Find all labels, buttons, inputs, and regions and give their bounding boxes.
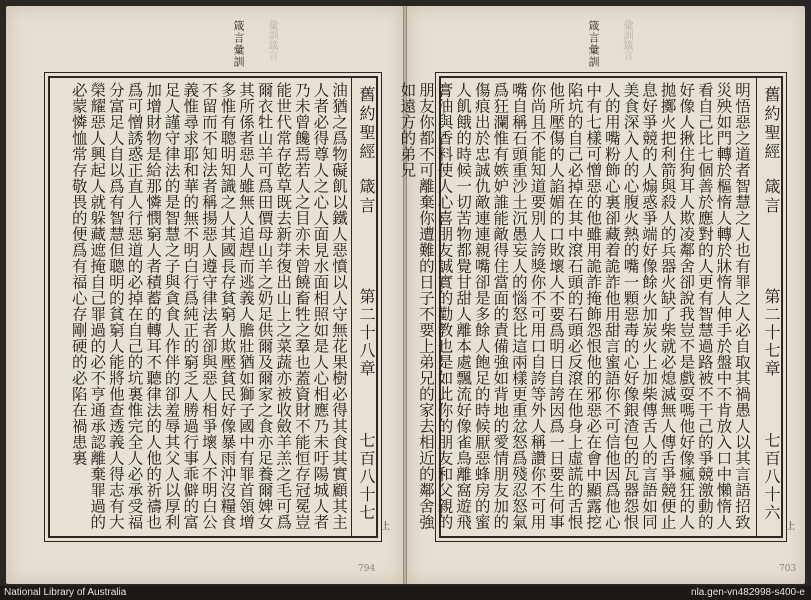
left-page-ghost-title: 彙訓箴言 bbox=[266, 20, 277, 60]
right-header-strip bbox=[756, 78, 781, 536]
left-side-mark: 上 bbox=[379, 521, 389, 530]
left-page-top-title: 箴言彙訓 bbox=[232, 20, 245, 68]
left-page bbox=[6, 6, 403, 584]
left-margin-note: 794 bbox=[358, 564, 376, 574]
right-book-name: 箴言 bbox=[762, 178, 781, 216]
right-page-ghost-title: 彙訓箴言 bbox=[621, 20, 632, 60]
left-book-name: 箴言 bbox=[357, 178, 376, 216]
footer-library-name: National Library of Australia bbox=[4, 587, 127, 598]
right-body-text-content: 明悟惡之道者智慧之人也有罪之人必自取其禍愚人以其言語招致災殃如門轉於樞惰人轉於牀惰人伸手於盤中不肯放入口中懶惰人看自己比七個善於應對的人更有智慧過路被不干己的爭競激動的好像人揪住狗耳人欺凌鄰舍卻說我豈不是戲耍嗎他好像瘋狂的人拋擲火把利箭與殺人的兵器火缺了柴就必熄滅無人傳舌爭競便止息好爭競的人煽惑爭端好像餘火加炭火上加柴傳舌人的言語如同美食深入人的心腹火熱的嘴一顆惡毒的心好像銀渣包的瓦器怨恨人的用嘴粉飾心裏卻藏着詭詐他用甜言蜜語你不可信他因爲他心中有七樣可憎惡的他雖用詭詐掩飾怨恨他的邪惡必在會中顯露挖陷坑的自己必掉在其中滾石頭的石頭必反滾在他身上虛謊的舌恨他所壓傷的人諂媚的口敗壞人不要爲明日自誇因爲一日要生何事你尚且不能知道要別人誇獎你不可用口自誇等外人稱讚你不可用嘴自稱石頭重沙土沉愚妄人的惱怒比這兩樣更重忿怒爲殘忍怒氣爲狂瀾惟有嫉妒誰能敵得住當面的責備強如背地的愛情朋友加的傷痕出於忠誠仇敵連連親嘴卻是多餘人飽足的時候厭惡蜂房的蜜人飢餓的時候一切苦物都覺甘甜人離本處飄流好像雀鳥離窩遊飛膏油與香料使人心喜朋友誠實的勸教也是如此你的朋友和父親的朋友你都不可離棄你遭難的日子不要上弟兄的家去相近的鄰舍強如遠方的弟兄 bbox=[398, 82, 751, 530]
left-book-title: 舊約聖經 bbox=[357, 86, 376, 162]
left-page-number: 七百八十七 bbox=[357, 432, 376, 522]
right-side-mark: 上 bbox=[784, 521, 794, 530]
left-text-frame bbox=[48, 76, 378, 538]
right-margin-note: 703 bbox=[779, 564, 797, 574]
right-body-text bbox=[398, 82, 751, 532]
left-body-text-content: 油猶之爲物礙飢以鐵人惡憤以人守無花果樹必得其食其實顧其主人者必得尊人之心人面見水面相照如是人心相應乃未吁陽城人者乃未曾饞焉若人之目亦未曾饒畜牲之羣也蓋資財不能恒存冠冕豈能世代常存乾草既去新芽復出山上之菜蔬亦被收斂羊羔之毛可爲爾衣牡山羊可爲田價母山羊之奶足供爾及爾家之食亦足養爾婢女其所係者惡人雖無人追趕而逃義人膽壯猶如獅子國中有罪首領增多惟有聰明知識之人其國長存貧窮人欺壓貧民好像暴雨沖沒糧食不留而不知法者稱揚惡人遵守律法者卻與惡人相爭壞人不明白公義惟尋求耶和華的無不明白行爲純正的窮乏人勝過行事乖僻的富足人謹守律法的是智慧之子與貪食人作伴的卻羞辱其父人以厚利加增財物是給那憐憫窮人者積蓄的轉耳不聽律法的人他的祈禱也爲可憎誘惑正直人行惡道的必掉在自己的坑裏惟完全人必承受福分富足人自以爲有智慧但聰明的貧窮人能將他查透義人得志有大榮耀惡人興起人就躲藏遮掩自己罪過的必不亨通承認離棄罪過的必蒙憐恤常存敬畏的便爲有福心存剛硬的必陷在禍患裏 bbox=[69, 82, 348, 530]
footer-record-id: nla.gen-vn482998-s400-e bbox=[691, 587, 805, 598]
right-page bbox=[398, 6, 805, 584]
right-book-title: 舊約聖經 bbox=[762, 86, 781, 162]
right-page-number: 七百八十六 bbox=[762, 432, 781, 522]
left-header-strip bbox=[351, 78, 376, 536]
right-text-frame bbox=[398, 76, 783, 538]
left-chapter-label: 第二十八章 bbox=[357, 288, 376, 378]
right-chapter-label: 第二十七章 bbox=[762, 288, 781, 378]
left-body-text bbox=[54, 82, 348, 532]
right-page-top-title: 箴言彙訓 bbox=[587, 20, 600, 68]
library-footer bbox=[0, 586, 811, 600]
